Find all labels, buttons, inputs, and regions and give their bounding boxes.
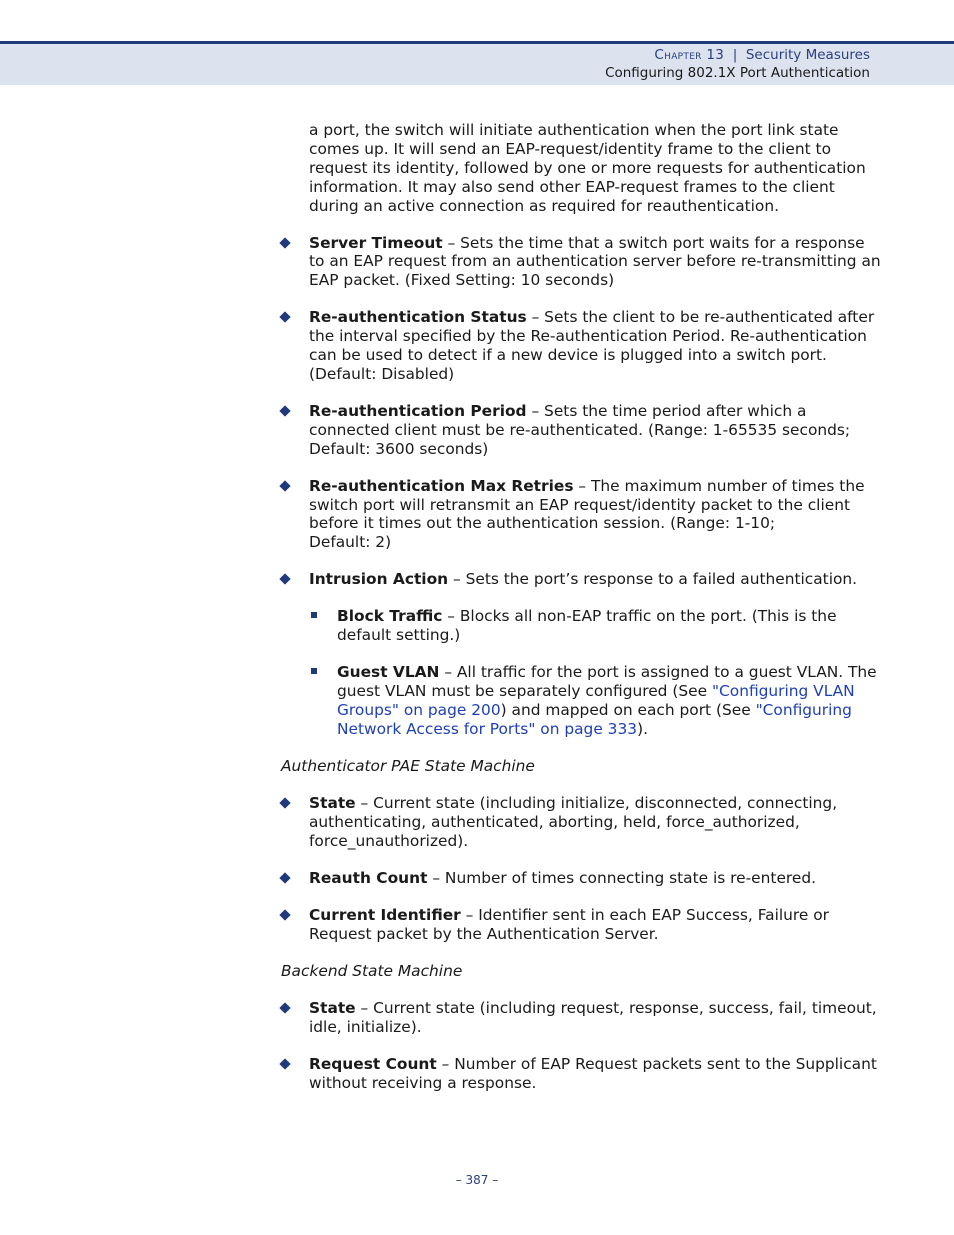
item-term: Server Timeout: [309, 233, 443, 252]
diamond-bullet-icon: [279, 909, 290, 920]
list-item: [281, 570, 881, 589]
item-desc: – Number of times connecting state is re-entered.: [427, 869, 817, 888]
square-bullet-icon: [311, 668, 317, 674]
item-desc: – The maximum number of times the switch port will retransmit an EAP request/identity packet to the client before it times out the authentication session. (Range: 1-10;: [309, 476, 865, 533]
page-header: [0, 41, 954, 85]
item-term: Re-authentication Max Retries: [309, 476, 574, 495]
sub-item-desc-mid: ) and mapped on each port (See: [500, 700, 756, 719]
sub-item-desc: – Blocks all non-EAP traffic on the port. (This is the default setting.): [337, 607, 837, 645]
item-desc: – Sets the time that a switch port waits for a response to an EAP request from an authentication server before re-transmitting an EAP packet. (Fixed Setting: 10 seconds): [309, 233, 881, 290]
sub-item-term: Guest VLAN: [337, 662, 440, 681]
item-desc: – Sets the port’s response to a failed authentication.: [448, 570, 858, 589]
list-item: [281, 402, 881, 459]
diamond-bullet-icon: [279, 312, 290, 323]
sub-list-item: [281, 663, 881, 739]
header-chapter-line: [654, 47, 870, 63]
diamond-bullet-icon: [279, 1002, 290, 1013]
item-term: State: [309, 998, 356, 1017]
item-term: Request Count: [309, 1054, 437, 1073]
intro-paragraph: a port, the switch will initiate authentication when the port link state comes up. It will send an EAP-request/identity frame to the client to request its identity, followed by one or more requests for authentication information. It may also send other EAP-request frames to the client during an active connection as required for reauthentication.: [309, 121, 866, 215]
header-subtitle: Configuring 802.1X Port Authentication: [605, 65, 870, 81]
sub-item-desc: – All traffic for the port is assigned to a guest VLAN. The guest VLAN must be separately configured (See: [337, 662, 877, 700]
item-term: Intrusion Action: [309, 570, 449, 589]
page-number: – 387 –: [455, 1173, 499, 1187]
chapter-label: Chapter 13: [654, 47, 725, 63]
item-desc-continued: Default: 2): [309, 533, 392, 552]
diamond-bullet-icon: [279, 405, 290, 416]
item-desc: – Number of EAP Request packets sent to the Supplicant without receiving a response.: [309, 1054, 877, 1092]
page-content: [281, 121, 881, 1092]
sub-item-desc-end: ).: [637, 719, 648, 738]
diamond-bullet-icon: [279, 574, 290, 585]
item-desc: – Identifier sent in each EAP Success, Failure or Request packet by the Authentication Server.: [309, 906, 829, 943]
diamond-bullet-icon: [279, 1058, 290, 1069]
sub-item-term: Block Traffic: [337, 607, 443, 626]
diamond-bullet-icon: [279, 873, 290, 884]
item-desc: – Current state (including request, response, success, fail, timeout, idle, initialize).: [309, 998, 877, 1036]
item-term: Re-authentication Status: [309, 308, 527, 327]
header-section: Security Measures: [745, 47, 870, 63]
list-item: [281, 794, 881, 851]
item-term: State: [309, 794, 356, 813]
header-separator: |: [732, 47, 738, 63]
section-heading-backend: Backend State Machine: [281, 961, 463, 980]
section-heading-pae: Authenticator PAE State Machine: [281, 756, 535, 775]
square-bullet-icon: [311, 612, 317, 618]
list-item: [281, 999, 881, 1037]
sub-list-item: [281, 607, 881, 645]
list-item: [281, 1055, 881, 1093]
item-desc: – Current state (including initialize, disconnected, connecting, authenticating, authenticated, aborting, held, force_authorized, force_unauthorized).: [309, 794, 838, 851]
list-item: [281, 234, 881, 291]
diamond-bullet-icon: [279, 798, 290, 809]
item-desc: – Sets the time period after which a connected client must be re-authenticated. (Range: 1-65535 seconds; Default: 3600 seconds): [309, 401, 851, 458]
link-configuring-vlan-groups[interactable]: "Configuring VLAN Groups" on page 200: [337, 681, 855, 719]
item-term: Reauth Count: [309, 869, 428, 888]
link-configuring-network-access[interactable]: "Configuring Network Access for Ports" on page 333: [337, 700, 852, 738]
item-term: Current Identifier: [309, 906, 461, 925]
list-item: [281, 308, 881, 384]
diamond-bullet-icon: [279, 480, 290, 491]
list-item: [281, 477, 881, 553]
item-term: Re-authentication Period: [309, 401, 527, 420]
list-item: [281, 906, 881, 944]
list-item: [281, 869, 881, 888]
item-desc: – Sets the client to be re-authenticated after the interval specified by the Re-authentication Period. Re-authentication can be used to detect if a new device is plugged into a switch port. (Default: Disabled): [309, 308, 875, 383]
diamond-bullet-icon: [279, 237, 290, 248]
